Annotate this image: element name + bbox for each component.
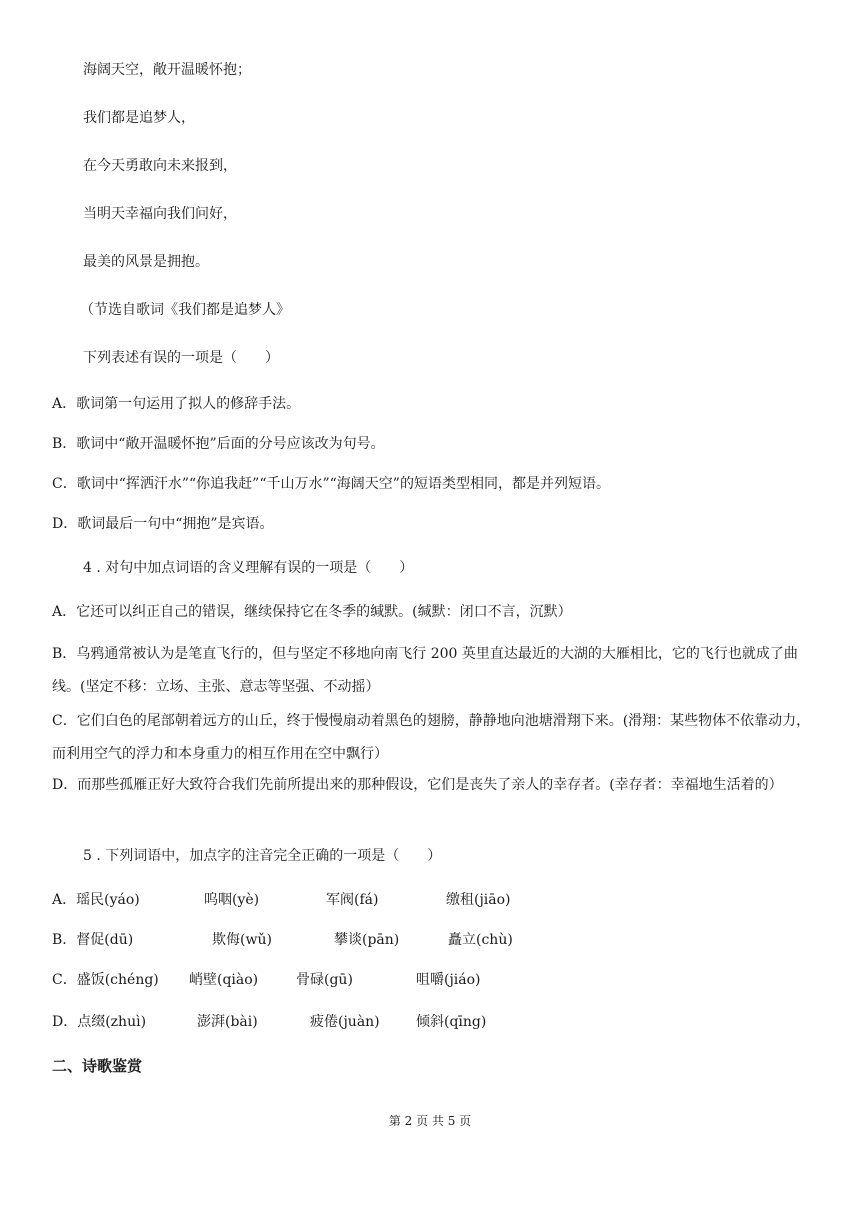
option-a: A．歌词第一句运用了拟人的修辞手法。	[52, 396, 301, 412]
question-stem: 5 . 下列词语中，加点字的注音完全正确的一项是（ ）	[83, 848, 442, 864]
section-heading: 二、诗歌鉴赏	[52, 1057, 143, 1075]
choice-word: B．督促(dū)	[52, 932, 134, 948]
poem-line: 最美的风景是拥抱。	[83, 254, 209, 270]
option-c: C．歌词中“挥洒汗水”“你追我赶”“千山万水”“海阔天空”的短语类型相同，都是并列短语。	[52, 476, 610, 492]
choice-word: 骨碌(gū)	[296, 972, 353, 988]
question-stem: 4 . 对句中加点词语的含义理解有误的一项是（ ）	[83, 560, 414, 576]
choice-word: 澎湃(bài)	[197, 1014, 258, 1030]
poem-line: 我们都是追梦人，	[83, 110, 195, 126]
choice-word: C．盛饭(chéng)	[52, 972, 159, 988]
choice-word: 缴租(jiāo)	[446, 892, 511, 908]
option-b: B．歌词中“敞开温暖怀抱”后面的分号应该改为句号。	[52, 436, 385, 452]
choice-word: 峭壁(qiào)	[189, 972, 259, 988]
poem-line: 在今天勇敢向未来报到，	[83, 158, 237, 174]
choice-word: 欺侮(wǔ)	[212, 932, 272, 948]
poem-source: （节选自歌词《我们都是追梦人》	[80, 302, 290, 318]
choice-word: A．瑶民(yáo)	[52, 892, 140, 908]
question-stem: 下列表述有误的一项是（ ）	[83, 350, 279, 366]
option-d: D．歌词最后一句中“拥抱”是宾语。	[52, 516, 274, 532]
choice-word: 疲倦(juàn)	[310, 1014, 380, 1030]
option-d: D．而那些孤雁正好大致符合我们先前所提出来的那种假设，它们是丧失了亲人的幸存者。(幸存者：幸福地生活着的）	[52, 777, 783, 793]
option-c: C．它们白色的尾部朝着远方的山丘，终于慢慢扇动着黑色的翅膀，静静地向池塘滑翔下来。(滑翔：某些物体不依靠动力，而利用空气的浮力和本身重力的相互作用在空中飘行）	[52, 713, 811, 762]
choice-word: 攀谈(pān)	[334, 932, 400, 948]
choice-word: 咀嚼(jiáo)	[416, 972, 481, 988]
choice-word: 军阀(fá)	[326, 892, 379, 908]
choice-word: 呜咽(yè)	[204, 892, 260, 908]
poem-line: 海阔天空，敞开温暖怀抱；	[83, 62, 251, 78]
poem-line: 当明天幸福向我们问好，	[83, 206, 237, 222]
page-footer: 第 2 页 共 5 页	[388, 1114, 472, 1128]
choice-word: 倾斜(qīng)	[416, 1014, 487, 1030]
choice-word: 矗立(chù)	[448, 932, 513, 948]
option-a: A．它还可以纠正自己的错误，继续保持它在冬季的缄默。(缄默：闭口不言，沉默）	[52, 604, 572, 620]
option-b: B．乌鸦通常被认为是笔直飞行的，但与坚定不移地向南飞行 200 英里直达最近的大湖的大雁相比，它的飞行也就成了曲线。(坚定不移：立场、主张、意志等坚强、不动摇）	[52, 646, 798, 695]
choice-word: D．点缀(zhuì)	[52, 1014, 147, 1030]
